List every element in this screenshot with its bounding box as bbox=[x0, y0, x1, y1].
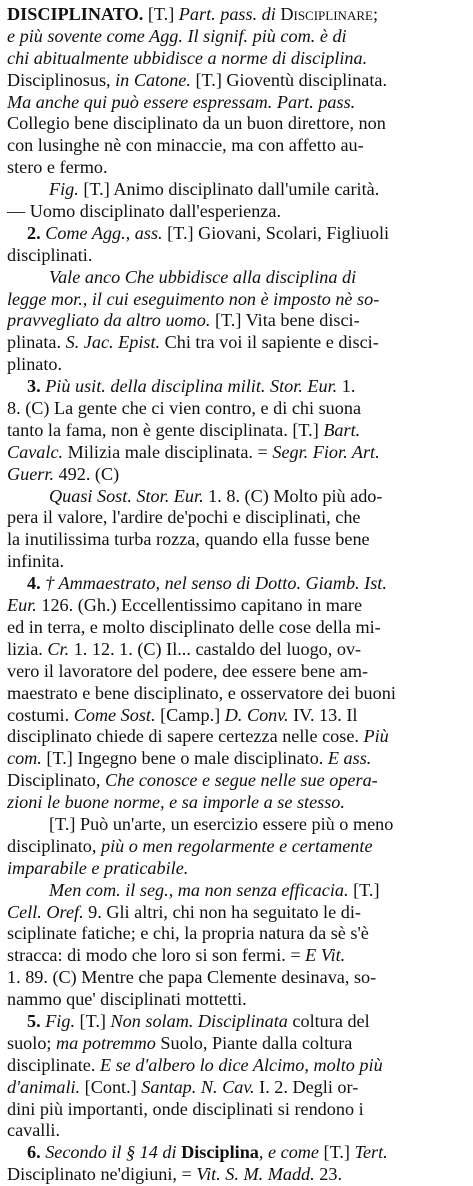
entry-line bbox=[7, 770, 466, 792]
entry-line bbox=[7, 442, 466, 464]
entry-line bbox=[7, 1099, 466, 1121]
entry-line bbox=[7, 923, 466, 945]
entry-line bbox=[7, 113, 466, 135]
entry-text: dini più importanti, onde disciplinati si rendono i bbox=[7, 1098, 364, 1119]
entry-line bbox=[7, 705, 466, 727]
entry-line bbox=[7, 135, 466, 157]
entry-text: Fig. bbox=[49, 179, 79, 200]
entry-line bbox=[7, 880, 466, 902]
entry-line bbox=[7, 289, 466, 311]
entry-text: più o men regolarmente e certamente bbox=[100, 835, 373, 856]
entry-text: Fig. bbox=[45, 1010, 75, 1031]
entry-line bbox=[7, 902, 466, 924]
entry-text: chi abitualmente ubbidisce a norme di disciplina. bbox=[7, 47, 368, 68]
entry-text: 5. bbox=[27, 1010, 46, 1031]
entry-line bbox=[7, 26, 466, 48]
entry-text: Santap. N. Cav. bbox=[141, 1076, 255, 1097]
entry-text: Più bbox=[363, 726, 389, 747]
entry-text: 9. Gli altri, chi non ha seguitato le di- bbox=[83, 901, 361, 922]
entry-line bbox=[7, 858, 466, 880]
headword: DISCIPLINATO. bbox=[7, 4, 144, 24]
entry-line bbox=[7, 48, 466, 70]
entry-text: Che conosce e segue nelle sue opera- bbox=[105, 770, 378, 791]
entry-text: Collegio bene disciplinato da un buon direttore, non bbox=[7, 113, 386, 134]
entry-text: com. bbox=[7, 748, 42, 769]
entry-text: disciplinato chiede di sapere certezza nelle cose. bbox=[7, 726, 364, 747]
entry-line bbox=[7, 70, 466, 92]
entry-text: [T.] Vita bene disci- bbox=[210, 310, 360, 331]
entry-line bbox=[7, 4, 466, 26]
entry-text: 8. (C) La gente che ci vien contro, e di chi suona bbox=[7, 398, 362, 419]
entry-text: pera il valore, l'ardire de'pochi e disciplinati, che bbox=[7, 507, 361, 528]
entry-text: Come Agg., ass. bbox=[45, 222, 163, 243]
entry-text: IV. 13. Il bbox=[288, 704, 358, 725]
entry-text: 1. 89. (C) Mentre che papa Clemente desinava, so- bbox=[7, 967, 377, 988]
entry-line bbox=[7, 814, 466, 836]
entry-text: Bart. bbox=[323, 419, 361, 440]
entry-line bbox=[7, 683, 466, 705]
entry-line bbox=[7, 551, 466, 573]
entry-line bbox=[7, 507, 466, 529]
entry-line bbox=[7, 792, 466, 814]
entry-text: Milizia male disciplinata. = bbox=[63, 441, 273, 462]
entry-text: Suolo, Piante dalla coltura bbox=[155, 1032, 353, 1053]
entry-text: 1. 8. (C) Molto più ado- bbox=[203, 485, 383, 506]
entry-text: imparabile e praticabile. bbox=[7, 857, 189, 878]
entry-text: tanto la fama, non è gente disciplinata. [T.] bbox=[7, 419, 324, 440]
entry-line bbox=[7, 1164, 466, 1186]
entry-text: Più usit. della disciplina milit. Stor. Eur. bbox=[45, 376, 338, 397]
entry-text: Disciplinosus, bbox=[7, 69, 116, 90]
entry-line bbox=[7, 420, 466, 442]
entry-text: coltura del bbox=[287, 1010, 370, 1031]
entry-text: 126. (Gh.) Eccellentissimo capitano in mare bbox=[36, 595, 363, 616]
entry-line bbox=[7, 748, 466, 770]
entry-line bbox=[7, 1055, 466, 1077]
entry-text: stero e fermo. bbox=[7, 157, 108, 178]
entry-text: 4. bbox=[27, 573, 46, 594]
entry-text: disciplinato, bbox=[7, 835, 101, 856]
entry-line bbox=[7, 967, 466, 989]
entry-text: d'animali. bbox=[7, 1076, 81, 1097]
entry-text: Part. pass. di bbox=[178, 4, 281, 24]
entry-line bbox=[7, 661, 466, 683]
entry-text: ma potremmo bbox=[56, 1032, 156, 1053]
entry-text: [T.] Può un'arte, un esercizio essere più o meno bbox=[49, 813, 394, 834]
entry-text: Disciplina bbox=[181, 1142, 259, 1163]
entry-text: Tert. bbox=[354, 1142, 388, 1163]
entry-text: Quasi Sost. Stor. Eur. bbox=[49, 485, 204, 506]
entry-text: 1. bbox=[337, 376, 356, 397]
entry-line bbox=[7, 1077, 466, 1099]
entry-text: legge mor., il cui eseguimento non è imposto nè so- bbox=[7, 288, 380, 309]
entry-line bbox=[7, 1011, 466, 1033]
entry-text: ed in terra, e molto disciplinato delle cose della mi- bbox=[7, 616, 381, 637]
entry-line bbox=[7, 398, 466, 420]
entry-text: suolo; bbox=[7, 1032, 57, 1053]
entry-line bbox=[7, 179, 466, 201]
dictionary-entry-disciplinato bbox=[7, 4, 466, 1186]
entry-text: Disciplinare; bbox=[280, 4, 378, 24]
entry-line bbox=[7, 245, 466, 267]
entry-line bbox=[7, 376, 466, 398]
entry-text: Cell. Oref. bbox=[7, 901, 84, 922]
entry-line bbox=[7, 1120, 466, 1142]
entry-line bbox=[7, 989, 466, 1011]
entry-line bbox=[7, 726, 466, 748]
entry-text: e come bbox=[268, 1142, 319, 1163]
entry-text: stracca: di modo che loro si son fermi. = bbox=[7, 945, 306, 966]
entry-line bbox=[7, 332, 466, 354]
entry-text: [Cont.] bbox=[80, 1076, 142, 1097]
entry-text: costumi. bbox=[7, 704, 74, 725]
entry-text: , bbox=[258, 1142, 268, 1163]
entry-line bbox=[7, 1142, 466, 1164]
entry-text: [T.] Ingegno bene o male disciplinato. bbox=[41, 748, 328, 769]
entry-text: Non solam. Disciplinata bbox=[110, 1010, 288, 1031]
entry-text: [T.] bbox=[75, 1010, 111, 1031]
entry-text: E Vit. bbox=[305, 945, 346, 966]
entry-line bbox=[7, 595, 466, 617]
entry-text: 2. bbox=[27, 222, 46, 243]
entry-text: vero il lavoratore del podere, dee essere bene am- bbox=[7, 660, 369, 681]
entry-text: plinato. bbox=[7, 354, 63, 375]
entry-text: [Camp.] bbox=[155, 704, 225, 725]
entry-text: 492. (C) bbox=[54, 463, 120, 484]
entry-text: D. Conv. bbox=[224, 704, 289, 725]
entry-text: zioni le buone norme, e sa imporle a se stesso. bbox=[7, 792, 345, 813]
entry-line bbox=[7, 92, 466, 114]
entry-line bbox=[7, 223, 466, 245]
entry-text: E se d'albero lo dice Alcimo, molto più bbox=[99, 1054, 383, 1075]
entry-text: Come Sost. bbox=[73, 704, 156, 725]
entry-text: e più sovente come Agg. Il signif. più com. è di bbox=[7, 25, 347, 46]
entry-text: nammo que' disciplinati mottetti. bbox=[7, 989, 247, 1010]
entry-text: Disciplinato, bbox=[7, 770, 105, 791]
entry-text: disciplinate. bbox=[7, 1054, 100, 1075]
entry-text: infinita. bbox=[7, 551, 65, 572]
entry-text: lizia. bbox=[7, 638, 48, 659]
entry-line bbox=[7, 1033, 466, 1055]
entry-text: Ma anche qui può essere espressam. Part. pass. bbox=[7, 91, 356, 112]
entry-text: [T.] Giovani, Scolari, Figliuoli bbox=[162, 222, 390, 243]
entry-line bbox=[7, 267, 466, 289]
entry-text: 23. bbox=[314, 1164, 342, 1185]
entry-line bbox=[7, 836, 466, 858]
entry-text: maestrato e bene disciplinato, e osservatore dei buoni bbox=[7, 682, 396, 703]
entry-text: [T.] bbox=[143, 4, 179, 24]
entry-text: pravvegliato da altro uomo. bbox=[7, 310, 211, 331]
entry-line bbox=[7, 573, 466, 595]
entry-line bbox=[7, 201, 466, 223]
entry-text: S. Jac. Epist. bbox=[65, 332, 161, 353]
entry-text: Vale anco Che ubbidisce alla disciplina di bbox=[49, 266, 357, 287]
entry-text: con lusinghe nè con minaccie, ma con affetto au- bbox=[7, 135, 364, 156]
entry-line bbox=[7, 310, 466, 332]
entry-text: I. 2. Degli or- bbox=[254, 1076, 359, 1097]
entry-text: cavalli. bbox=[7, 1120, 61, 1141]
entry-text: Guerr. bbox=[7, 463, 54, 484]
entry-text: Chi tra voi il sapiente e disci- bbox=[160, 332, 379, 353]
entry-line bbox=[7, 354, 466, 376]
entry-text: — Uomo disciplinato dall'esperienza. bbox=[7, 201, 281, 222]
entry-text: Segr. Fior. Art. bbox=[272, 441, 380, 462]
entry-line bbox=[7, 464, 466, 486]
entry-text: † Ammaestrato, nel senso di Dotto. Giamb. Ist. bbox=[45, 573, 387, 594]
entry-text: 3. bbox=[27, 376, 46, 397]
entry-text: sciplinate fatiche; e chi, la propria natura da sè s'è bbox=[7, 923, 369, 944]
entry-text: Eur. bbox=[7, 595, 37, 616]
entry-line bbox=[7, 486, 466, 508]
entry-text: E ass. bbox=[327, 748, 372, 769]
entry-text: Men com. il seg., ma non senza efficacia. bbox=[49, 879, 349, 900]
entry-text: 1. 12. 1. (C) Il... castaldo del luogo, ov- bbox=[69, 638, 362, 659]
entry-text: Vit. S. M. Madd. bbox=[196, 1164, 315, 1185]
entry-line bbox=[7, 617, 466, 639]
entry-text: Cavalc. bbox=[7, 441, 64, 462]
entry-text: la inutilissima turba rozza, quando ella fusse bene bbox=[7, 529, 370, 550]
entry-line bbox=[7, 639, 466, 661]
entry-text: [T.] Animo disciplinato dall'umile carità. bbox=[78, 179, 380, 200]
entry-text: Secondo il § 14 di bbox=[45, 1142, 182, 1163]
entry-line bbox=[7, 529, 466, 551]
entry-text: 6. bbox=[27, 1142, 46, 1163]
entry-text: Cr. bbox=[47, 638, 70, 659]
entry-text: Disciplinato ne'digiuni, = bbox=[7, 1164, 197, 1185]
entry-line bbox=[7, 157, 466, 179]
entry-text: disciplinati. bbox=[7, 244, 93, 265]
entry-line bbox=[7, 945, 466, 967]
entry-text: [T.] bbox=[319, 1142, 355, 1163]
entry-text: in Catone. bbox=[115, 69, 191, 90]
entry-text: [T.] bbox=[348, 879, 380, 900]
entry-text: [T.] Gioventù disciplinata. bbox=[190, 69, 388, 90]
entry-text: plinata. bbox=[7, 332, 66, 353]
